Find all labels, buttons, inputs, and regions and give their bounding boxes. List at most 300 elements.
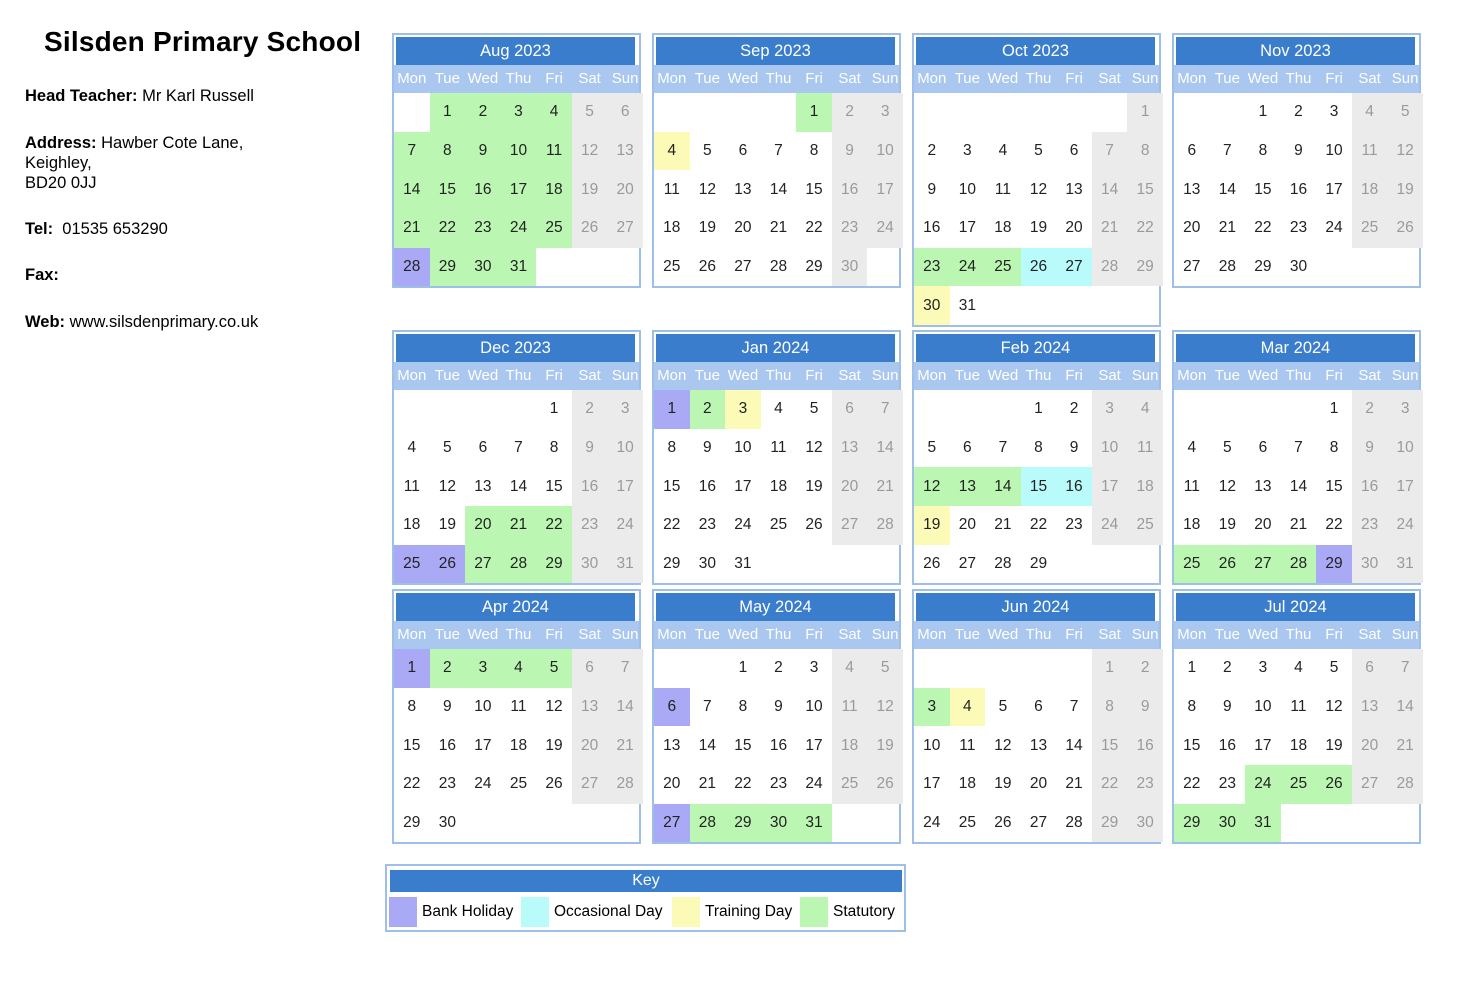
day-cell: 18 [1289,736,1308,754]
day-cell: 13 [572,688,608,727]
weekday-label: Sat [1358,626,1381,643]
day-cell: 20 [958,516,976,534]
day-cell: 25 [394,545,430,584]
empty-cell [985,286,1021,325]
empty-cell [1174,93,1210,132]
empty-cell [1210,93,1246,132]
day-cell: 23 [572,506,608,545]
day-cell: 19 [805,477,823,495]
weekday-label: Tue [954,70,980,87]
weekday-label: Fri [1325,367,1343,384]
day-cell: 23 [1289,219,1308,237]
empty-cell [690,649,726,688]
day-cell: 15 [1254,180,1272,198]
day-cell: 3 [1387,390,1423,429]
weekday-label: Tue [694,367,720,384]
month-calendar [1172,589,1421,844]
day-cell: 18 [958,775,976,793]
weekday-label: Mon [657,367,687,384]
day-cell: 27 [734,258,752,276]
empty-cell [1056,93,1092,132]
day-cell: 25 [509,775,528,793]
empty-cell [690,93,726,132]
day-cell: 31 [734,555,752,573]
day-cell: 2 [465,93,501,132]
day-cell: 25 [958,814,976,832]
day-cell: 6 [1034,698,1043,716]
weekday-label: Thu [505,367,532,384]
day-cell: 15 [1092,726,1128,765]
day-cell: 29 [663,555,681,573]
day-cell: 2 [1069,400,1079,418]
weekday-header [1174,362,1419,390]
day-cell: 26 [430,545,466,584]
day-cell: 21 [1387,726,1423,765]
weekday-label: Wed [727,367,759,384]
day-cell: 7 [998,439,1008,457]
day-cell: 3 [809,659,819,677]
day-cell: 14 [769,180,788,198]
day-cell: 23 [914,248,950,287]
day-cell: 15 [430,170,466,209]
day-cell: 9 [1352,429,1388,468]
day-cell: 4 [1294,659,1303,677]
month-calendar [652,33,901,288]
weekday-header [914,362,1159,390]
day-cell: 12 [1029,180,1048,198]
weekday-label: Fri [805,626,823,643]
weekday-label: Thu [1025,70,1052,87]
day-cell: 4 [1352,93,1388,132]
day-cell: 26 [545,775,563,793]
day-cell: 20 [1254,516,1272,534]
day-cell: 10 [1254,698,1272,716]
occasional-day-swatch [521,897,549,927]
day-cell: 8 [430,132,466,171]
day-cell: 22 [1092,765,1128,804]
day-cell: 11 [770,439,787,457]
day-cell: 1 [1092,649,1128,688]
day-cell: 10 [734,439,752,457]
day-cell: 21 [607,726,643,765]
day-cell: 25 [832,765,868,804]
empty-cell [1092,286,1128,325]
day-cell: 26 [1387,209,1423,248]
day-cell: 17 [805,736,823,754]
weekday-label: Sat [1358,367,1381,384]
empty-cell [1092,545,1128,584]
day-cell: 28 [867,506,903,545]
day-cell: 8 [667,439,677,457]
day-cell: 31 [958,296,976,314]
day-cell: 8 [1092,688,1128,727]
day-cell: 14 [698,736,716,754]
day-cell: 11 [1127,429,1163,468]
day-grid [914,649,1159,842]
weekday-label: Sun [1391,626,1419,643]
weekday-label: Wed [727,626,759,643]
day-cell: 9 [703,439,712,457]
day-cell: 4 [832,649,868,688]
day-cell: 16 [832,170,868,209]
day-cell: 13 [474,477,492,495]
day-cell: 6 [1258,439,1268,457]
day-cell: 9 [832,132,868,171]
fax-label: Fax: [25,266,59,284]
day-cell: 16 [1056,467,1092,506]
weekday-label: Sat [1098,626,1121,643]
day-cell: 25 [1174,545,1210,584]
day-cell: 10 [1092,429,1128,468]
day-cell: 27 [465,545,501,584]
weekday-label: Mon [657,626,687,643]
day-cell: 15 [1183,736,1201,754]
weekday-label: Sun [871,70,899,87]
day-cell: 11 [663,180,680,198]
day-cell: 4 [501,649,537,688]
empty-cell [1056,545,1092,584]
empty-cell [867,248,903,287]
day-cell: 30 [761,804,797,843]
empty-cell [1056,286,1092,325]
day-cell: 14 [985,467,1021,506]
day-cell: 21 [394,209,430,248]
day-cell: 29 [1174,804,1210,843]
day-cell: 11 [832,688,868,727]
day-cell: 28 [1092,248,1128,287]
day-cell: 14 [1289,477,1308,495]
day-cell: 18 [1127,467,1163,506]
day-cell: 28 [769,258,788,276]
day-cell: 13 [607,132,643,171]
day-cell: 8 [1187,698,1197,716]
empty-cell [985,93,1021,132]
day-cell: 27 [958,555,976,573]
day-cell: 13 [663,736,681,754]
weekday-label: Tue [694,626,720,643]
occasional-day-label: Occasional Day [554,903,663,920]
training-day-swatch [672,897,700,927]
weekday-label: Fri [1325,626,1343,643]
day-cell: 17 [958,219,976,237]
empty-cell [501,804,537,843]
weekday-label: Fri [545,367,563,384]
bank-holiday-swatch [389,897,417,927]
day-cell: 10 [1387,429,1423,468]
day-cell: 6 [607,93,643,132]
day-cell: 10 [958,180,976,198]
day-cell: 23 [1218,775,1236,793]
day-cell: 2 [774,659,783,677]
day-cell: 27 [1245,545,1281,584]
month-calendar [1172,330,1421,585]
day-cell: 12 [1325,698,1343,716]
day-cell: 14 [1065,736,1083,754]
day-cell: 27 [1352,765,1388,804]
weekday-label: Wed [1247,367,1279,384]
day-cell: 23 [1352,506,1388,545]
empty-cell [796,545,832,584]
day-cell: 21 [698,775,716,793]
day-cell: 19 [1029,219,1048,237]
address-line-2: Keighley, [25,154,92,172]
weekday-label: Mon [397,70,427,87]
month-calendar [652,330,901,585]
weekday-label: Sun [1131,367,1159,384]
month-calendar [912,589,1161,844]
day-cell: 5 [572,93,608,132]
day-cell: 21 [1289,516,1308,534]
day-cell: 11 [510,698,527,716]
day-cell: 17 [734,477,752,495]
day-cell: 6 [572,649,608,688]
empty-cell [832,545,868,584]
day-cell: 16 [438,736,456,754]
day-cell: 22 [805,219,823,237]
month-title: Oct 2023 [916,37,1155,65]
day-cell: 12 [1218,477,1236,495]
weekday-label: Mon [397,367,427,384]
empty-cell [572,248,608,287]
weekday-label: Tue [434,626,460,643]
day-cell: 9 [572,429,608,468]
day-cell: 9 [1127,688,1163,727]
tel-value: 01535 653290 [53,220,168,238]
day-cell: 19 [698,219,716,237]
weekday-label: Sun [1391,367,1419,384]
empty-cell [914,649,950,688]
empty-cell [394,390,430,429]
day-cell: 9 [443,698,452,716]
day-cell: 29 [1092,804,1128,843]
month-calendar [912,33,1161,327]
address-block [25,133,243,193]
weekday-header [394,621,639,649]
day-cell: 18 [1183,516,1201,534]
empty-cell [607,804,643,843]
day-cell: 26 [698,258,716,276]
day-cell: 2 [1294,103,1303,121]
day-cell: 20 [1183,219,1201,237]
day-cell: 24 [1387,506,1423,545]
day-cell: 22 [1127,209,1163,248]
day-cell: 3 [914,688,950,727]
day-cell: 28 [1281,545,1317,584]
month-calendar [912,330,1161,585]
empty-cell [1056,649,1092,688]
weekday-label: Fri [1065,70,1083,87]
day-cell: 25 [1127,506,1163,545]
weekday-label: Fri [545,626,563,643]
weekday-label: Sun [611,70,639,87]
day-cell: 2 [572,390,608,429]
weekday-label: Mon [917,367,947,384]
day-cell: 20 [1352,726,1388,765]
day-cell: 21 [867,467,903,506]
address-label: Address: [25,134,97,152]
empty-cell [465,390,501,429]
day-cell: 1 [1034,400,1043,418]
day-cell: 26 [1210,545,1246,584]
weekday-label: Thu [1025,626,1052,643]
day-cell: 24 [1325,219,1343,237]
day-cell: 4 [1127,390,1163,429]
weekday-label: Sat [838,70,861,87]
weekday-label: Thu [505,70,532,87]
day-cell: 13 [1254,477,1272,495]
day-cell: 7 [514,439,523,457]
weekday-label: Sun [611,626,639,643]
day-cell: 31 [1387,545,1423,584]
day-cell: 5 [809,400,819,418]
day-cell: 3 [607,390,643,429]
day-cell: 10 [501,132,537,171]
weekday-label: Mon [1177,626,1207,643]
month-title: Mar 2024 [1176,334,1415,362]
day-cell: 31 [1245,804,1281,843]
month-title: Aug 2023 [396,37,635,65]
empty-cell [985,649,1021,688]
weekday-label: Tue [954,626,980,643]
day-cell: 16 [1127,726,1163,765]
day-cell: 20 [1065,219,1083,237]
day-cell: 10 [805,698,823,716]
day-cell: 9 [1294,142,1303,160]
weekday-header [654,65,899,93]
day-cell: 21 [769,219,788,237]
month-title: Jul 2024 [1176,593,1415,621]
day-cell: 27 [654,804,690,843]
weekday-label: Wed [987,626,1019,643]
day-cell: 28 [1387,765,1423,804]
day-cell: 29 [430,248,466,287]
day-cell: 24 [805,775,823,793]
day-cell: 21 [1065,775,1083,793]
day-cell: 7 [607,649,643,688]
day-cell: 4 [536,93,572,132]
weekday-label: Thu [1285,626,1312,643]
day-cell: 29 [1127,248,1163,287]
day-cell: 31 [501,248,537,287]
web-link[interactable]: www.silsdenprimary.co.uk [65,313,259,331]
head-teacher-label: Head Teacher: [25,87,138,105]
day-cell: 9 [465,132,501,171]
day-cell: 27 [1056,248,1092,287]
day-cell: 18 [536,170,572,209]
day-cell: 24 [607,506,643,545]
day-cell: 5 [703,142,712,160]
day-cell: 3 [867,93,903,132]
day-cell: 26 [572,209,608,248]
empty-cell [1127,545,1163,584]
weekday-label: Fri [1065,626,1083,643]
day-grid [394,93,639,286]
day-cell: 18 [509,736,528,754]
day-cell: 13 [950,467,986,506]
day-cell: 24 [950,248,986,287]
day-cell: 29 [403,814,421,832]
empty-cell [607,248,643,287]
day-cell: 30 [1210,804,1246,843]
day-cell: 15 [1021,467,1057,506]
day-cell: 19 [1387,170,1423,209]
weekday-header [914,65,1159,93]
day-cell: 9 [774,698,783,716]
day-cell: 11 [1183,477,1200,495]
weekday-label: Tue [1214,70,1240,87]
empty-cell [1245,390,1281,429]
weekday-label: Thu [765,70,792,87]
weekday-label: Thu [1025,367,1052,384]
day-cell: 1 [1258,103,1268,121]
empty-cell [914,93,950,132]
day-cell: 4 [774,400,783,418]
day-cell: 26 [994,814,1012,832]
day-cell: 7 [774,142,783,160]
weekday-label: Mon [1177,367,1207,384]
day-cell: 13 [832,429,868,468]
day-cell: 14 [867,429,903,468]
empty-cell [1281,804,1317,843]
day-cell: 24 [474,775,492,793]
day-cell: 18 [1352,170,1388,209]
day-cell: 13 [1352,688,1388,727]
weekday-label: Wed [987,367,1019,384]
day-cell: 19 [1218,516,1236,534]
empty-cell [1387,804,1423,843]
day-cell: 12 [1387,132,1423,171]
empty-cell [832,804,868,843]
day-cell: 26 [867,765,903,804]
empty-cell [1092,93,1128,132]
day-cell: 2 [927,142,937,160]
day-cell: 17 [501,170,537,209]
weekday-label: Wed [1247,626,1279,643]
month-title: Sep 2023 [656,37,895,65]
day-cell: 6 [832,390,868,429]
empty-cell [654,649,690,688]
day-grid [654,649,899,842]
tel-label: Tel: [25,220,54,238]
day-cell: 7 [394,132,430,171]
weekday-label: Wed [1247,70,1279,87]
day-cell: 7 [1223,142,1232,160]
day-cell: 9 [1069,439,1079,457]
weekday-label: Sun [611,367,639,384]
day-grid [394,649,639,842]
weekday-label: Sun [1391,70,1419,87]
weekday-label: Fri [805,70,823,87]
day-cell: 17 [923,775,941,793]
empty-cell [1281,390,1317,429]
day-cell: 12 [994,736,1012,754]
day-cell: 15 [734,736,752,754]
weekday-label: Sun [1131,626,1159,643]
day-cell: 20 [734,219,752,237]
day-grid [654,93,899,286]
day-grid [914,390,1159,583]
empty-cell [1174,390,1210,429]
day-cell: 26 [923,555,941,573]
empty-cell [536,248,572,287]
weekday-label: Tue [1214,367,1240,384]
day-cell: 30 [465,248,501,287]
day-cell: 6 [1069,142,1079,160]
day-cell: 29 [725,804,761,843]
empty-cell [985,390,1021,429]
day-cell: 19 [438,516,456,534]
weekday-label: Tue [1214,626,1240,643]
